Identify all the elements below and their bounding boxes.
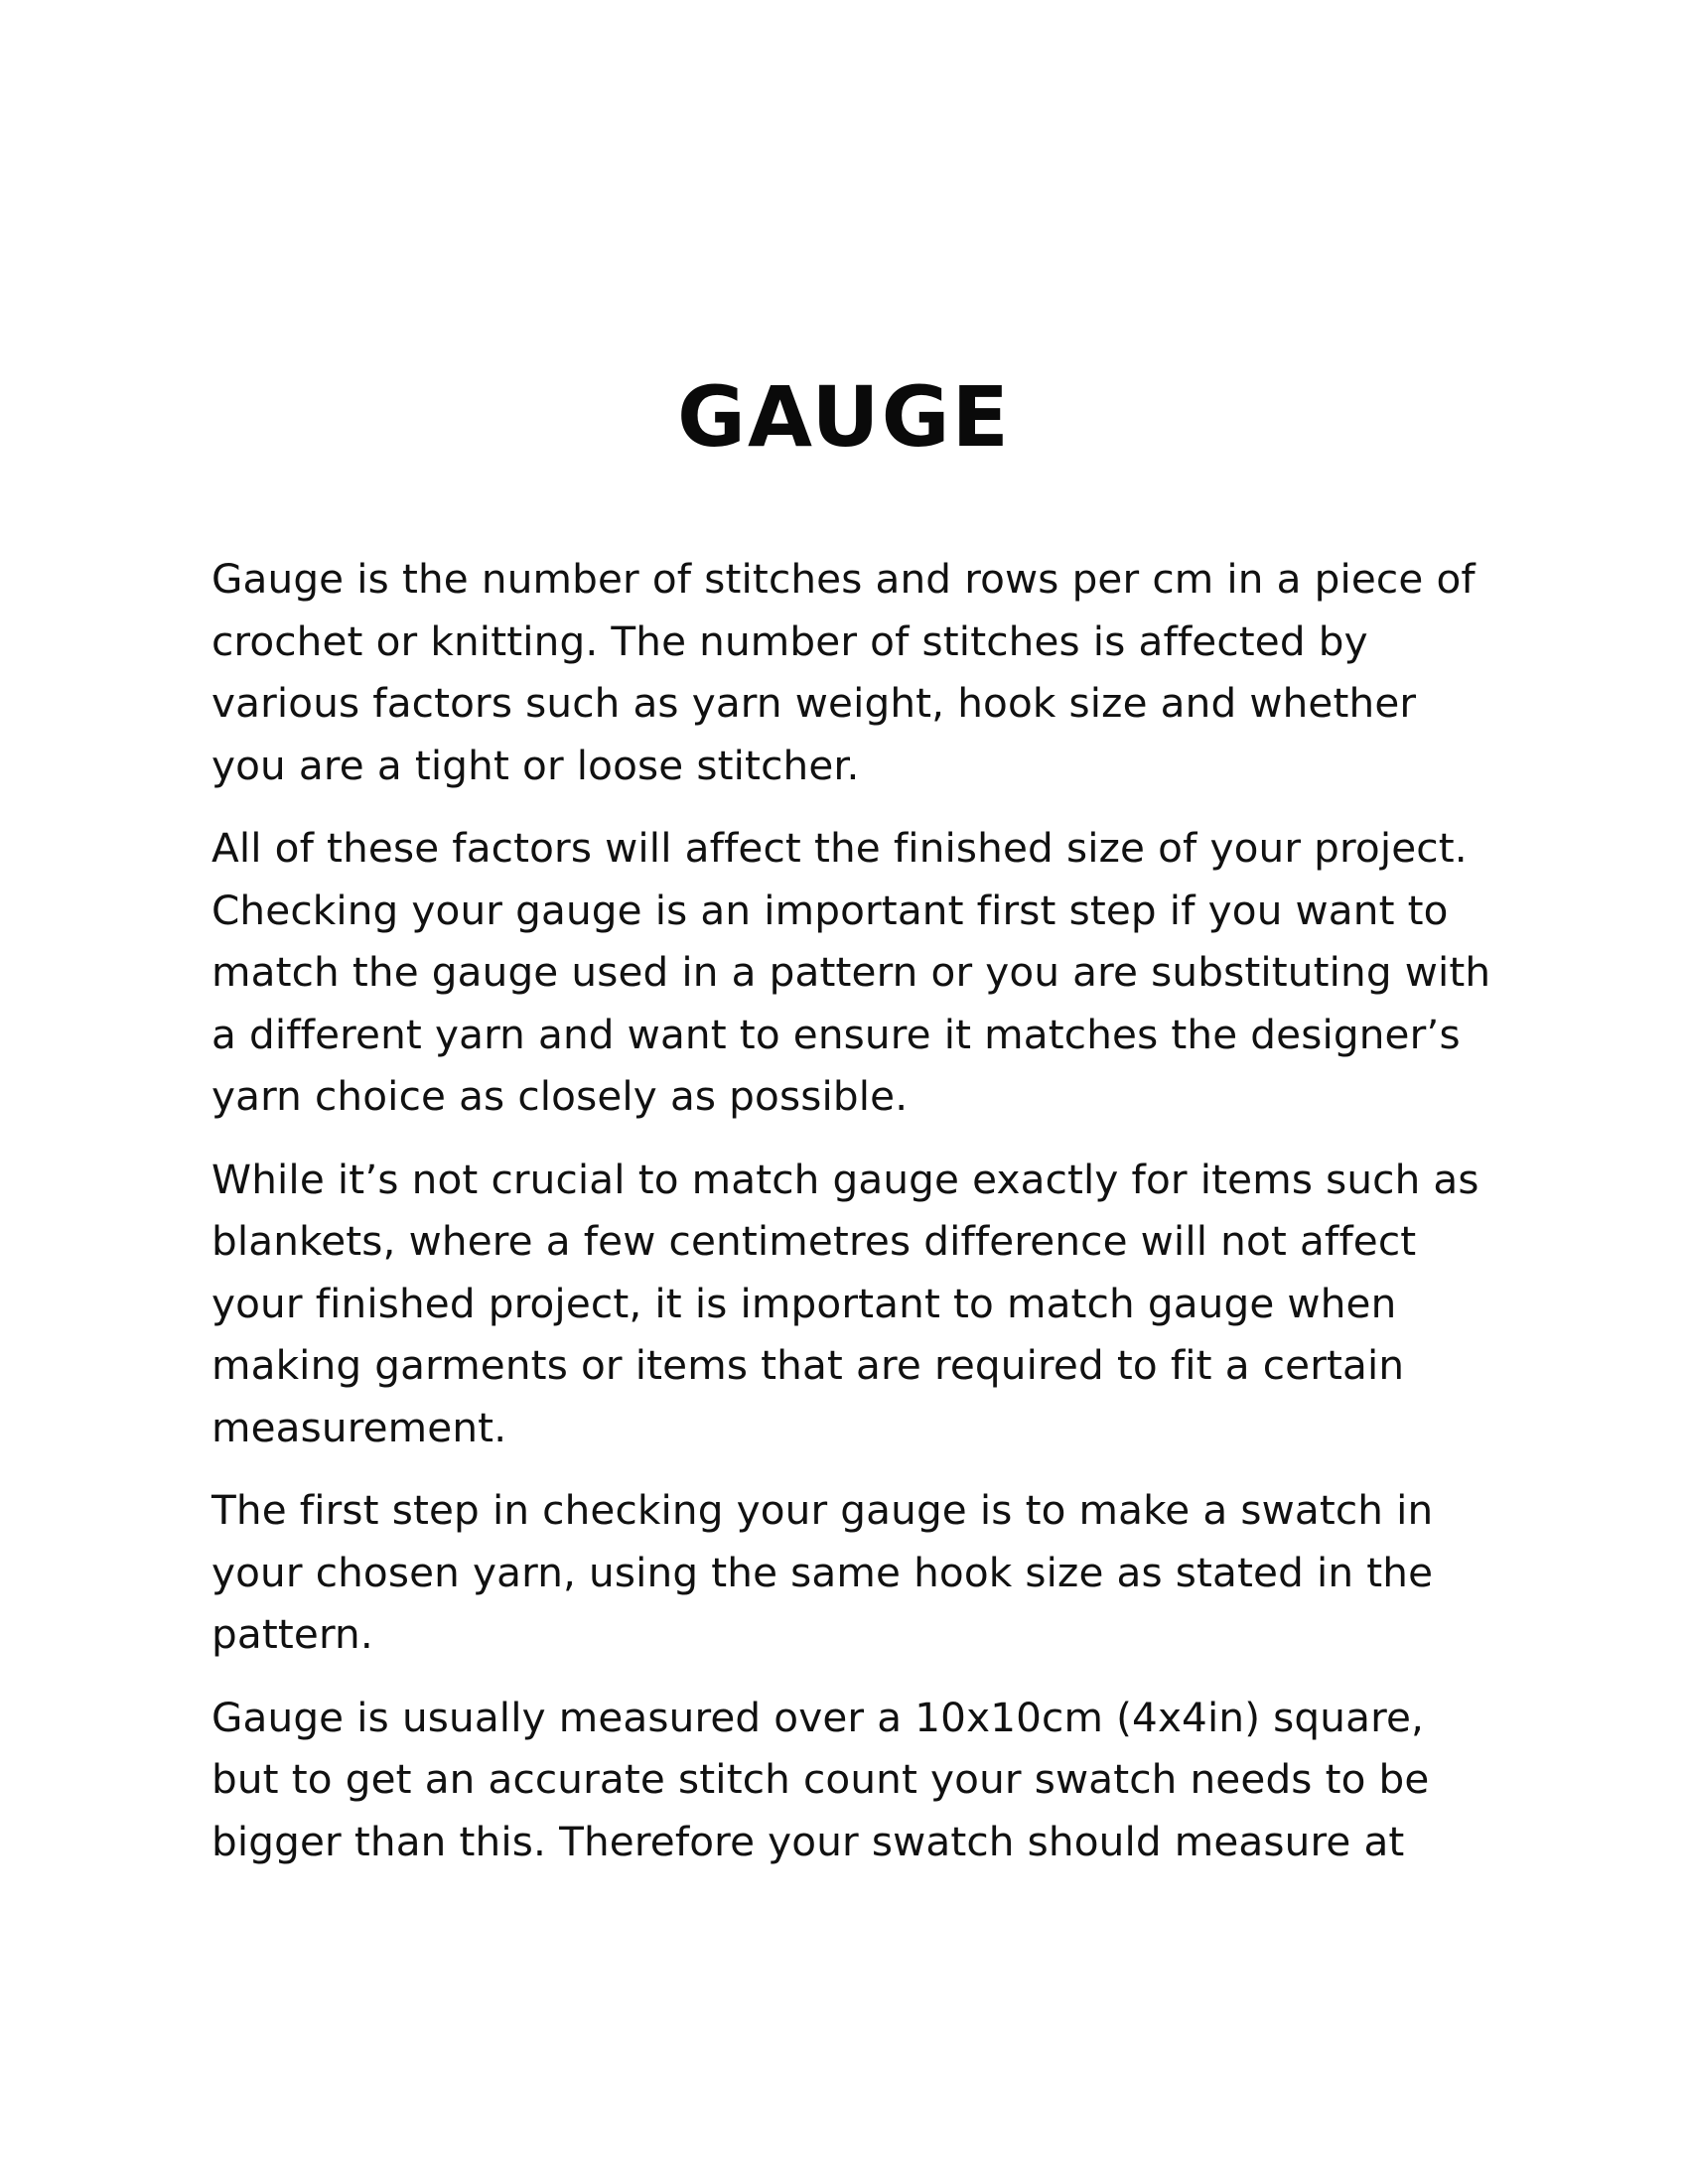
paragraph-gauge-definition: Gauge is the number of stitches and rows per cm in a piece of crochet or knitting. The number of stitches is affected by various factors such as yarn weight, hook size and whether you are a tight or loose stitcher. (211, 555, 1476, 789)
page-title: GAUGE (677, 368, 1011, 466)
paragraph-first-step: The first step in checking your gauge is to make a swatch in your chosen yarn, using the same hook size as stated in the pattern. (211, 1486, 1434, 1658)
paragraph-factors: All of these factors will affect the finished size of your project. Checking your gauge is an important first step if you want to match the gauge used in a pattern or you are substituting with a different yarn and want to ensure it matches the designer’s yarn choice as closely as possible. (211, 824, 1491, 1120)
paragraph-matching-gauge: While it’s not crucial to match gauge exactly for items such as blankets, where a few centimetres difference will not affect your finished project, it is important to match gauge when making garments or items that are required to fit a certain measurement. (211, 1155, 1479, 1451)
body-text (211, 548, 1492, 1893)
paragraph-measurement: Gauge is usually measured over a 10x10cm (4x4in) square, but to get an accurate stitch count your swatch needs to be bigger than this. Therefore your swatch should measure at (211, 1693, 1430, 1865)
